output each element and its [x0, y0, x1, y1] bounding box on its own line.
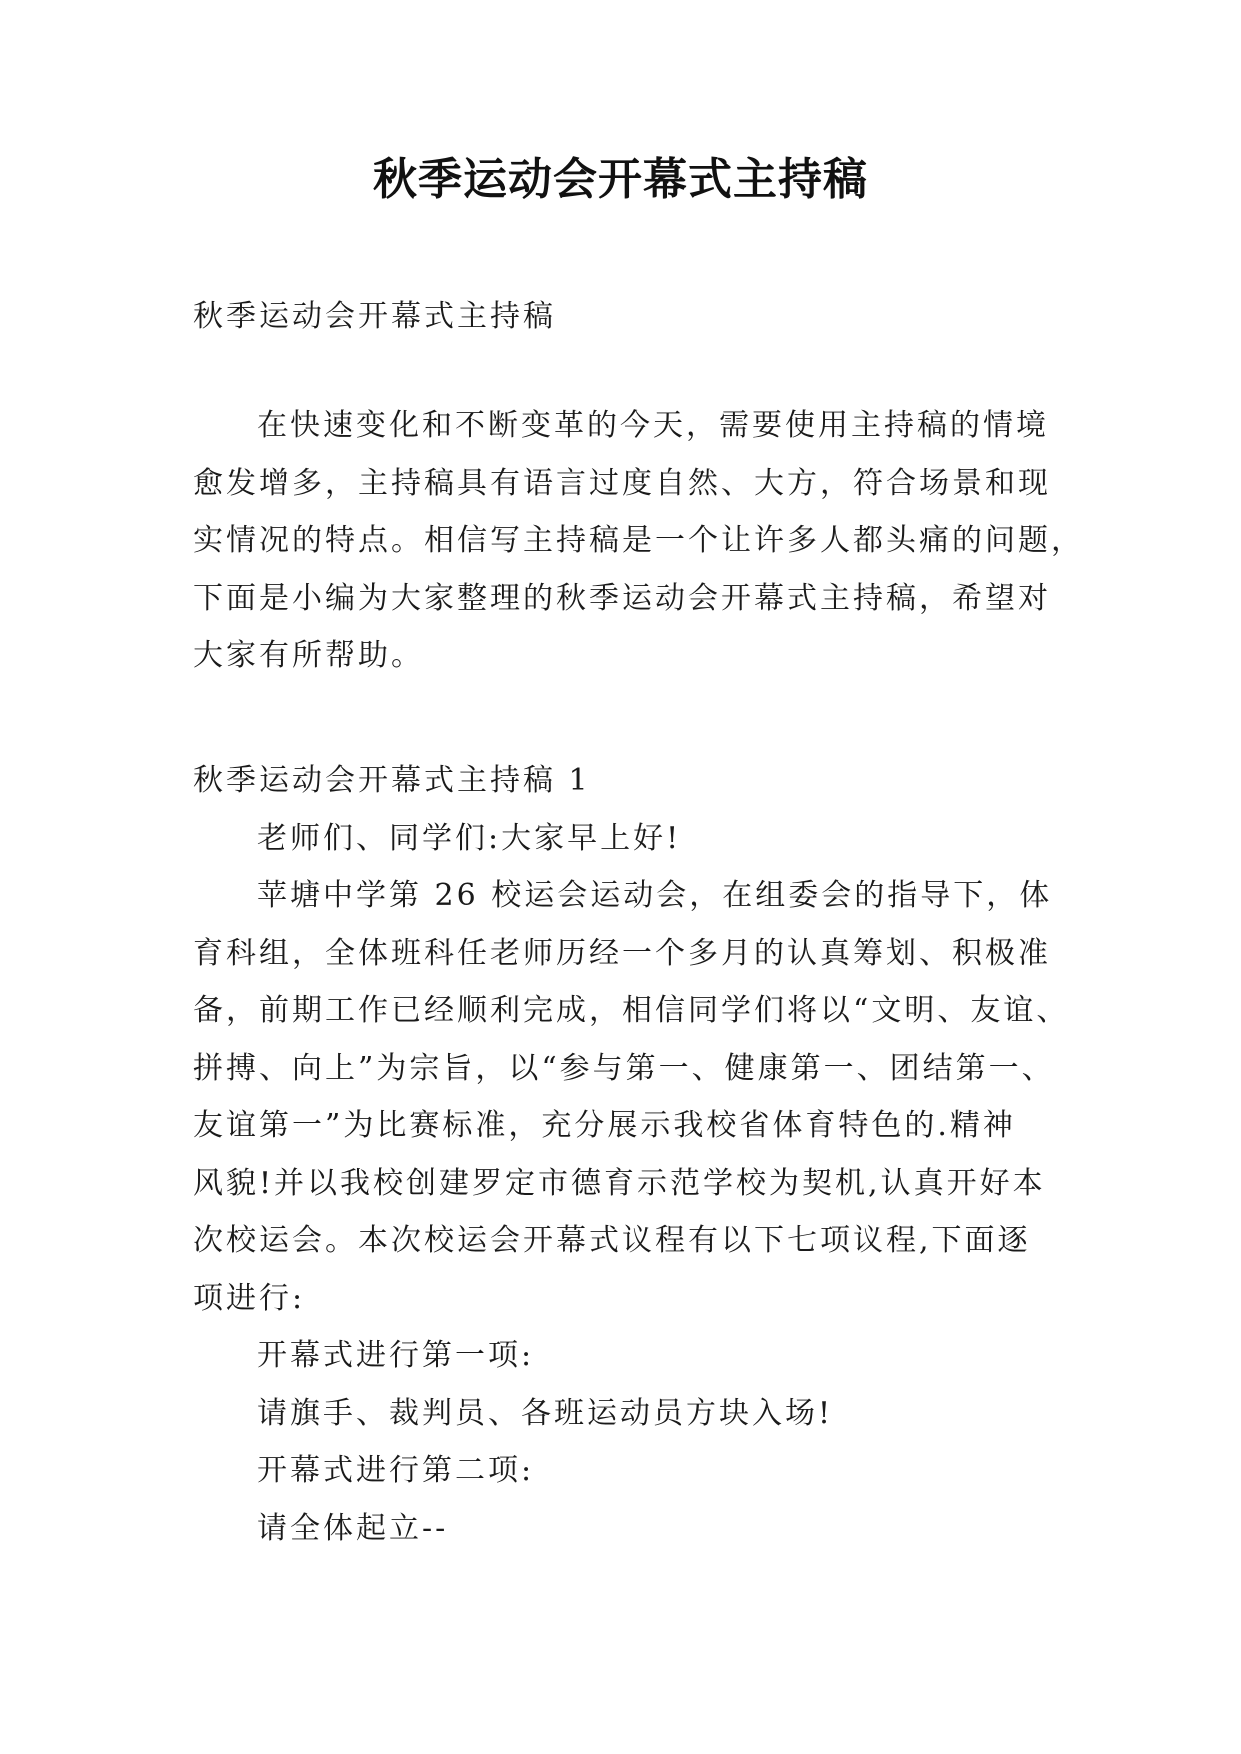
document-title: 秋季运动会开幕式主持稿	[373, 154, 868, 205]
intro-line: 大家有所帮助。	[193, 638, 424, 673]
subtitle-text: 秋季运动会开幕式主持稿	[193, 299, 556, 334]
paragraph-line: 项进行:	[193, 1280, 306, 1316]
intro-line: 下面是小编为大家整理的秋季运动会开幕式主持稿，希望对	[193, 580, 1051, 616]
paragraph-line: 苹塘中学第 26 校运会运动会，在组委会的指导下，体	[257, 878, 1053, 913]
paragraph-line: 拼搏、向上”为宗旨，以“参与第一、健康第一、团结第一、	[193, 1050, 1055, 1086]
agenda-item: 开幕式进行第一项:	[257, 1338, 535, 1373]
agenda-item: 请旗手、裁判员、各班运动员方块入场!	[257, 1395, 834, 1431]
agenda-item: 开幕式进行第二项:	[257, 1453, 535, 1488]
document-subtitle	[193, 288, 1053, 346]
paragraph-line: 风貌!并以我校创建罗定市德育示范学校为契机,认真开好本	[193, 1165, 1046, 1201]
intro-paragraph	[193, 397, 1084, 685]
paragraph-line: 育科组，全体班科任老师历经一个多月的认真筹划、积极准	[193, 935, 1051, 971]
paragraph-line: 次校运会。本次校运会开幕式议程有以下七项议程,下面逐	[193, 1223, 1031, 1258]
section-heading: 秋季运动会开幕式主持稿 1	[193, 763, 591, 798]
agenda-item: 请全体起立--	[257, 1510, 449, 1546]
intro-line: 愈发增多，主持稿具有语言过度自然、大方，符合场景和现	[193, 465, 1051, 501]
greeting-line: 老师们、同学们:大家早上好!	[257, 820, 682, 856]
section-1	[193, 752, 1070, 1557]
intro-line: 在快速变化和不断变革的今天，需要使用主持稿的情境	[257, 408, 1049, 443]
intro-line: 实情况的特点。相信写主持稿是一个让许多人都头痛的问题，	[193, 523, 1084, 558]
paragraph-line: 备，前期工作已经顺利完成，相信同学们将以“文明、友谊、	[193, 993, 1070, 1028]
paragraph-line: 友谊第一”为比赛标准，充分展示我校省体育特色的.精神	[193, 1108, 1016, 1143]
